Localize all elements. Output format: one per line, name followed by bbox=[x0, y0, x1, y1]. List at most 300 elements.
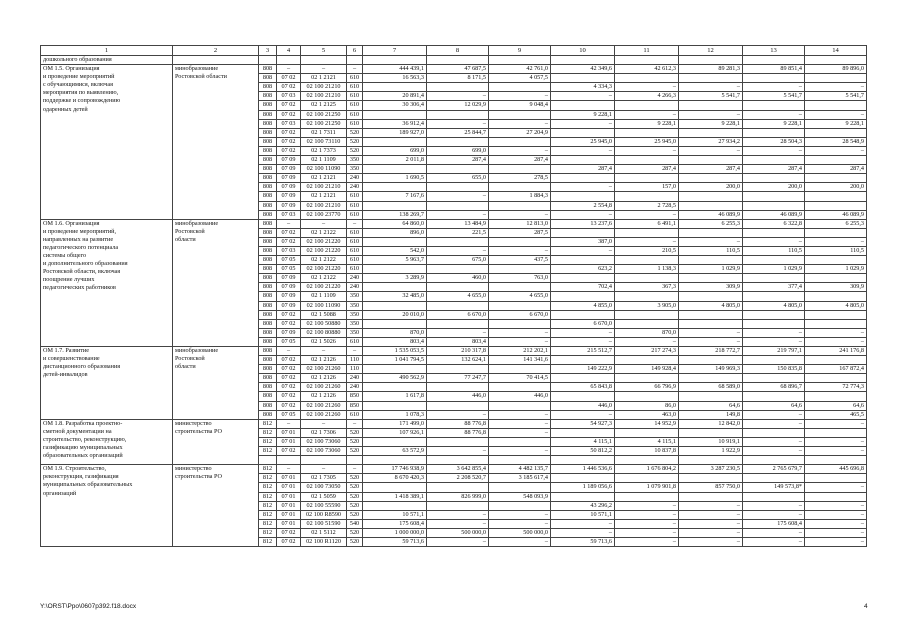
table-cell bbox=[805, 456, 867, 465]
table-cell bbox=[805, 256, 867, 265]
measure-description: ОМ 1.9. Строительство, реконструкция, газификация муниципальных образовательных организаций bbox=[41, 465, 173, 547]
table-cell: 808 bbox=[259, 365, 277, 374]
table-cell: 520 bbox=[347, 428, 363, 437]
table-cell: – bbox=[805, 501, 867, 510]
table-cell bbox=[427, 319, 489, 328]
table-cell bbox=[301, 456, 347, 465]
table-cell: – bbox=[615, 501, 679, 510]
intro-cell: дошкольного образования bbox=[41, 56, 173, 65]
table-cell: 4 805,0 bbox=[743, 301, 805, 310]
table-cell bbox=[489, 501, 551, 510]
table-cell: 812 bbox=[259, 474, 277, 483]
table-cell: 25 945,0 bbox=[551, 137, 615, 146]
table-cell: 07 09 bbox=[277, 292, 301, 301]
table-cell bbox=[427, 83, 489, 92]
table-cell: 655,0 bbox=[427, 174, 489, 183]
table-cell bbox=[679, 274, 743, 283]
table-cell bbox=[551, 274, 615, 283]
table-cell: 219 797,1 bbox=[743, 347, 805, 356]
table-cell: – bbox=[805, 528, 867, 537]
table-cell: 808 bbox=[259, 183, 277, 192]
table-cell: 240 bbox=[347, 383, 363, 392]
table-cell bbox=[615, 392, 679, 401]
table-cell: 702,4 bbox=[551, 283, 615, 292]
table-cell bbox=[363, 201, 427, 210]
table-cell: 221,5 bbox=[427, 228, 489, 237]
table-cell: 520 bbox=[347, 447, 363, 456]
table-cell: 138 269,7 bbox=[363, 210, 427, 219]
table-cell: 808 bbox=[259, 310, 277, 319]
table-cell: – bbox=[805, 510, 867, 519]
table-cell: – bbox=[743, 419, 805, 428]
table-cell: 02 100 21210 bbox=[301, 92, 347, 101]
table-cell bbox=[743, 319, 805, 328]
table-cell: 610 bbox=[347, 101, 363, 110]
table-cell: – bbox=[743, 510, 805, 519]
table-cell: 149 969,3 bbox=[679, 365, 743, 374]
table-cell: 07 02 bbox=[277, 110, 301, 119]
table-cell bbox=[805, 392, 867, 401]
table-cell bbox=[615, 492, 679, 501]
table-cell: 150 835,8 bbox=[743, 365, 805, 374]
table-cell: – bbox=[489, 210, 551, 219]
table-cell: – bbox=[805, 537, 867, 546]
table-cell bbox=[805, 356, 867, 365]
table-cell: – bbox=[743, 337, 805, 346]
table-cell: 07 01 bbox=[277, 437, 301, 446]
table-cell: – bbox=[679, 537, 743, 546]
table-cell: 1 922,9 bbox=[679, 447, 743, 456]
table-cell: 02 1 2122 bbox=[301, 228, 347, 237]
table-cell bbox=[679, 456, 743, 465]
table-cell: 27 934,2 bbox=[679, 137, 743, 146]
table-cell: 07 09 bbox=[277, 165, 301, 174]
table-cell bbox=[551, 256, 615, 265]
table-cell bbox=[259, 456, 277, 465]
table-cell bbox=[427, 283, 489, 292]
table-cell: 808 bbox=[259, 392, 277, 401]
table-cell: 07 02 bbox=[277, 537, 301, 546]
table-cell: 110 bbox=[347, 365, 363, 374]
table-cell: 132 624,1 bbox=[427, 356, 489, 365]
table-cell bbox=[551, 128, 615, 137]
table-cell: 07 02 bbox=[277, 401, 301, 410]
table-cell: 490 562,9 bbox=[363, 374, 427, 383]
table-cell: – bbox=[427, 328, 489, 337]
header-cell: 2 bbox=[173, 46, 259, 56]
table-cell: 240 bbox=[347, 274, 363, 283]
table-cell: 808 bbox=[259, 146, 277, 155]
table-cell: 812 bbox=[259, 437, 277, 446]
table-cell: 64,6 bbox=[805, 401, 867, 410]
table-cell: 610 bbox=[347, 210, 363, 219]
table-cell bbox=[489, 201, 551, 210]
table-cell bbox=[551, 428, 615, 437]
table-cell: 110,5 bbox=[743, 246, 805, 255]
table-cell: – bbox=[551, 328, 615, 337]
table-cell: 808 bbox=[259, 283, 277, 292]
table-cell: 2 728,5 bbox=[615, 201, 679, 210]
table-cell: – bbox=[805, 519, 867, 528]
table-cell: 445 696,8 bbox=[805, 465, 867, 474]
table-cell: 387,0 bbox=[551, 237, 615, 246]
table-cell: – bbox=[277, 347, 301, 356]
table-cell: – bbox=[427, 210, 489, 219]
table-cell bbox=[679, 256, 743, 265]
footer-file-path: Y:\ORST\Ppo\0607p392.f18.docx bbox=[40, 603, 137, 610]
table-cell: 812 bbox=[259, 483, 277, 492]
table-cell: 110,5 bbox=[679, 246, 743, 255]
table-cell: 812 bbox=[259, 428, 277, 437]
table-cell: 808 bbox=[259, 374, 277, 383]
table-cell: 610 bbox=[347, 337, 363, 346]
table-cell: 02 100 21250 bbox=[301, 110, 347, 119]
table-cell: – bbox=[679, 519, 743, 528]
table-cell: 07 09 bbox=[277, 183, 301, 192]
table-cell: – bbox=[551, 246, 615, 255]
header-cell: 1 bbox=[41, 46, 173, 56]
table-cell bbox=[615, 310, 679, 319]
table-cell bbox=[805, 192, 867, 201]
table-cell bbox=[427, 437, 489, 446]
budget-table bbox=[40, 45, 867, 547]
table-cell: 02 1 5059 bbox=[301, 492, 347, 501]
table-cell bbox=[743, 392, 805, 401]
table-cell: – bbox=[615, 519, 679, 528]
table-cell bbox=[551, 392, 615, 401]
table-cell bbox=[363, 283, 427, 292]
table-cell: 1 884,3 bbox=[489, 192, 551, 201]
table-cell: 46 089,9 bbox=[743, 210, 805, 219]
table-cell: 446,0 bbox=[489, 392, 551, 401]
table-cell: 07 02 bbox=[277, 228, 301, 237]
table-cell: 217 274,3 bbox=[615, 347, 679, 356]
table-cell: 07 09 bbox=[277, 192, 301, 201]
table-cell: 149,8 bbox=[679, 410, 743, 419]
measure-description: ОМ 1.5. Организация и проведение мероприятий с обучающимися, включая мероприятия по выявлению, поддержке и сопровождению одаренных детей bbox=[41, 65, 173, 220]
table-cell: 02 100 21220 bbox=[301, 237, 347, 246]
table-cell: – bbox=[743, 437, 805, 446]
table-cell bbox=[743, 101, 805, 110]
table-cell: 808 bbox=[259, 219, 277, 228]
table-cell: 1 078,3 bbox=[363, 410, 427, 419]
table-cell: 200,0 bbox=[743, 183, 805, 192]
table-cell: – bbox=[743, 237, 805, 246]
table-cell: 808 bbox=[259, 401, 277, 410]
table-cell: 808 bbox=[259, 83, 277, 92]
table-cell: 07 09 bbox=[277, 174, 301, 183]
table-cell: – bbox=[489, 92, 551, 101]
table-cell: 808 bbox=[259, 337, 277, 346]
table-cell: 9 228,1 bbox=[551, 110, 615, 119]
table-cell: 808 bbox=[259, 92, 277, 101]
measure-description: ОМ 1.6. Организация и проведение мероприятий, направленных на развитие педагогического потенциала системы общего и дополнительного образования Ростовской области, включая поощрение лучших педагогических работников bbox=[41, 219, 173, 346]
table-cell bbox=[489, 319, 551, 328]
table-cell bbox=[805, 310, 867, 319]
table-cell bbox=[743, 128, 805, 137]
table-cell: 10 571,1 bbox=[363, 510, 427, 519]
table-cell: 4 805,0 bbox=[679, 301, 743, 310]
table-cell bbox=[615, 128, 679, 137]
table-cell: 07 02 bbox=[277, 128, 301, 137]
table-cell: 63 572,9 bbox=[363, 447, 427, 456]
table-cell: 27 204,9 bbox=[489, 128, 551, 137]
table-cell: 610 bbox=[347, 92, 363, 101]
table-cell: – bbox=[743, 410, 805, 419]
table-cell: – bbox=[347, 465, 363, 474]
table-cell: 218 772,7 bbox=[679, 347, 743, 356]
table-cell: 9 228,1 bbox=[805, 119, 867, 128]
table-cell bbox=[363, 165, 427, 174]
executor-cell: минобразование Ростовской области bbox=[173, 219, 259, 346]
header-cell: 14 bbox=[805, 46, 867, 56]
table-cell bbox=[743, 474, 805, 483]
table-cell: 610 bbox=[347, 228, 363, 237]
table-cell: 9 228,1 bbox=[679, 119, 743, 128]
table-cell: – bbox=[427, 447, 489, 456]
table-cell bbox=[551, 374, 615, 383]
table-cell bbox=[363, 319, 427, 328]
table-cell: 02 100 73060 bbox=[301, 437, 347, 446]
table-cell bbox=[679, 74, 743, 83]
table-cell bbox=[427, 365, 489, 374]
table-cell: 623,2 bbox=[551, 265, 615, 274]
table-cell: 808 bbox=[259, 228, 277, 237]
table-cell: 808 bbox=[259, 210, 277, 219]
table-cell: 107 926,1 bbox=[363, 428, 427, 437]
table-cell bbox=[743, 156, 805, 165]
table-cell bbox=[805, 374, 867, 383]
table-cell: 02 100 11090 bbox=[301, 165, 347, 174]
table-cell: 02 1 5112 bbox=[301, 528, 347, 537]
table-cell: – bbox=[615, 146, 679, 155]
table-cell bbox=[615, 274, 679, 283]
table-cell bbox=[489, 110, 551, 119]
table-cell: 02 1 2121 bbox=[301, 174, 347, 183]
table-cell: – bbox=[427, 92, 489, 101]
table-cell: 808 bbox=[259, 110, 277, 119]
table-cell: – bbox=[615, 83, 679, 92]
table-cell: 3 185 617,4 bbox=[489, 474, 551, 483]
table-cell: – bbox=[679, 528, 743, 537]
table-cell bbox=[489, 165, 551, 174]
table-cell: – bbox=[301, 419, 347, 428]
table-cell: 07 09 bbox=[277, 274, 301, 283]
table-cell: – bbox=[743, 328, 805, 337]
table-cell: 278,5 bbox=[489, 174, 551, 183]
table-cell: 350 bbox=[347, 319, 363, 328]
table-cell: – bbox=[489, 328, 551, 337]
table-cell: – bbox=[277, 65, 301, 74]
table-cell: 1 138,3 bbox=[615, 265, 679, 274]
table-cell bbox=[805, 74, 867, 83]
table-cell: 171 499,0 bbox=[363, 419, 427, 428]
table-cell bbox=[427, 456, 489, 465]
table-cell: – bbox=[427, 119, 489, 128]
table-cell: 1 189 056,6 bbox=[551, 483, 615, 492]
table-cell: 460,0 bbox=[427, 274, 489, 283]
table-cell: 350 bbox=[347, 165, 363, 174]
table-cell bbox=[427, 183, 489, 192]
table-cell: 07 05 bbox=[277, 337, 301, 346]
table-cell: 17 746 938,9 bbox=[363, 465, 427, 474]
table-cell: – bbox=[743, 146, 805, 155]
table-cell: 610 bbox=[347, 74, 363, 83]
table-cell bbox=[489, 401, 551, 410]
table-cell: – bbox=[615, 510, 679, 519]
table-cell bbox=[489, 183, 551, 192]
table-cell: 4 855,0 bbox=[551, 301, 615, 310]
table-cell: 287,4 bbox=[489, 156, 551, 165]
table-cell: 32 485,0 bbox=[363, 292, 427, 301]
table-row bbox=[41, 219, 867, 228]
table-cell: 367,3 bbox=[615, 283, 679, 292]
table-cell: – bbox=[615, 337, 679, 346]
table-cell: 610 bbox=[347, 192, 363, 201]
table-cell: 36 912,4 bbox=[363, 119, 427, 128]
table-cell bbox=[615, 156, 679, 165]
table-cell: – bbox=[615, 537, 679, 546]
header-row bbox=[41, 46, 867, 56]
table-cell: 808 bbox=[259, 328, 277, 337]
table-cell: 02 100 R8590 bbox=[301, 510, 347, 519]
table-cell: 200,0 bbox=[679, 183, 743, 192]
table-cell: 350 bbox=[347, 156, 363, 165]
table-cell: – bbox=[743, 528, 805, 537]
table-cell bbox=[427, 383, 489, 392]
table-cell: 02 1 5088 bbox=[301, 310, 347, 319]
table-cell: 68 896,7 bbox=[743, 383, 805, 392]
table-cell: 763,0 bbox=[489, 274, 551, 283]
table-cell bbox=[551, 174, 615, 183]
table-cell: – bbox=[489, 410, 551, 419]
table-cell: 12 029,9 bbox=[427, 101, 489, 110]
table-cell: 309,9 bbox=[679, 283, 743, 292]
table-cell: 1 690,5 bbox=[363, 174, 427, 183]
table-cell: 850 bbox=[347, 401, 363, 410]
table-cell: 377,4 bbox=[743, 283, 805, 292]
table-cell: 8 171,5 bbox=[427, 74, 489, 83]
table-cell bbox=[363, 501, 427, 510]
table-cell: – bbox=[347, 219, 363, 228]
table-cell: 350 bbox=[347, 328, 363, 337]
table-cell: 149 928,4 bbox=[615, 365, 679, 374]
table-cell: 02 100 73060 bbox=[301, 447, 347, 456]
table-cell bbox=[427, 237, 489, 246]
table-cell: 7 167,6 bbox=[363, 192, 427, 201]
table-cell bbox=[743, 310, 805, 319]
table-cell: 25 844,7 bbox=[427, 128, 489, 137]
table-cell: – bbox=[489, 447, 551, 456]
measure-description: ОМ 1.7. Развитие и совершенствование дистанционного образования детей-инвалидов bbox=[41, 347, 173, 420]
table-cell: 808 bbox=[259, 301, 277, 310]
table-cell: 59 713,6 bbox=[551, 537, 615, 546]
table-cell bbox=[615, 428, 679, 437]
table-cell: 542,0 bbox=[363, 246, 427, 255]
table-cell: 88 776,8 bbox=[427, 419, 489, 428]
table-cell: 02 100 21220 bbox=[301, 246, 347, 255]
table-cell bbox=[615, 374, 679, 383]
table-cell: – bbox=[489, 119, 551, 128]
table-cell: – bbox=[551, 183, 615, 192]
table-cell: – bbox=[615, 210, 679, 219]
table-cell: 808 bbox=[259, 201, 277, 210]
table-cell: 500 000,0 bbox=[427, 528, 489, 537]
table-cell: – bbox=[551, 210, 615, 219]
table-cell: 1 000 000,0 bbox=[363, 528, 427, 537]
table-cell: 02 1 2126 bbox=[301, 356, 347, 365]
table-cell: 2 011,8 bbox=[363, 156, 427, 165]
table-cell: 465,5 bbox=[805, 410, 867, 419]
table-cell: – bbox=[805, 83, 867, 92]
table-cell: 1 535 053,5 bbox=[363, 347, 427, 356]
table-cell: 70 414,5 bbox=[489, 374, 551, 383]
table-cell bbox=[363, 301, 427, 310]
table-cell: 07 02 bbox=[277, 447, 301, 456]
table-cell: 5 541,7 bbox=[743, 92, 805, 101]
table-cell: – bbox=[615, 110, 679, 119]
table-cell bbox=[489, 83, 551, 92]
table-cell: 826 999,0 bbox=[427, 492, 489, 501]
table-cell bbox=[805, 474, 867, 483]
table-cell: 07 02 bbox=[277, 83, 301, 92]
table-cell bbox=[427, 201, 489, 210]
table-cell bbox=[805, 319, 867, 328]
table-cell: 1 617,8 bbox=[363, 392, 427, 401]
table-cell: 07 01 bbox=[277, 474, 301, 483]
table-cell: 215 512,7 bbox=[551, 347, 615, 356]
table-cell: 07 03 bbox=[277, 246, 301, 255]
table-cell: 699,0 bbox=[363, 146, 427, 155]
table-cell: – bbox=[427, 510, 489, 519]
table-cell: 444 439,1 bbox=[363, 65, 427, 74]
table-cell: 610 bbox=[347, 110, 363, 119]
table-cell bbox=[551, 101, 615, 110]
measure-description: ОМ 1.8. Разработка проектно- сметной документации на строительство, реконструкцию, газификацию муниципальных образовательных организаций bbox=[41, 419, 173, 464]
table-cell bbox=[551, 192, 615, 201]
table-cell bbox=[363, 437, 427, 446]
table-cell: 350 bbox=[347, 301, 363, 310]
table-cell: 4 115,1 bbox=[551, 437, 615, 446]
table-cell: – bbox=[679, 110, 743, 119]
table-cell: 610 bbox=[347, 237, 363, 246]
table-cell: 812 bbox=[259, 501, 277, 510]
table-cell: 43 296,2 bbox=[551, 501, 615, 510]
table-cell: 12 813,0 bbox=[489, 219, 551, 228]
table-cell: 28 548,9 bbox=[805, 137, 867, 146]
table-cell: – bbox=[489, 337, 551, 346]
table-cell: 808 bbox=[259, 174, 277, 183]
table-cell bbox=[805, 228, 867, 237]
table-cell: 157,0 bbox=[615, 183, 679, 192]
table-cell bbox=[615, 319, 679, 328]
table-cell: 12 842,0 bbox=[679, 419, 743, 428]
table-cell: 07 01 bbox=[277, 428, 301, 437]
table-cell: – bbox=[347, 65, 363, 74]
table-cell bbox=[363, 265, 427, 274]
table-cell: – bbox=[679, 237, 743, 246]
table-cell bbox=[679, 201, 743, 210]
table-cell bbox=[427, 165, 489, 174]
table-cell: 808 bbox=[259, 383, 277, 392]
table-cell: 548 093,9 bbox=[489, 492, 551, 501]
table-cell: 808 bbox=[259, 319, 277, 328]
table-cell bbox=[805, 128, 867, 137]
table-cell: 3 642 855,4 bbox=[427, 465, 489, 474]
table-cell: 10 919,1 bbox=[679, 437, 743, 446]
table-cell: 4 334,3 bbox=[551, 83, 615, 92]
table-cell: 6 670,0 bbox=[551, 319, 615, 328]
